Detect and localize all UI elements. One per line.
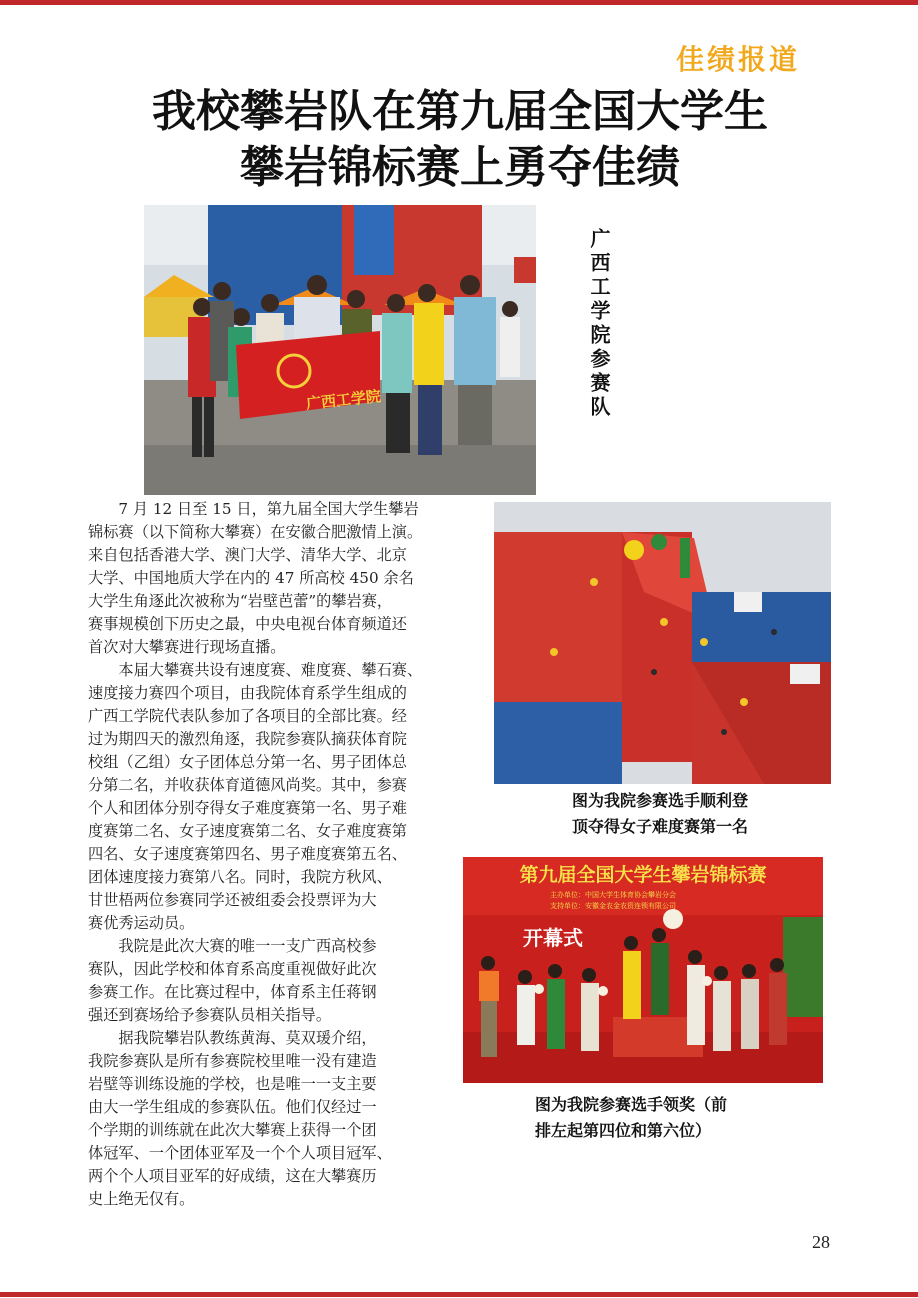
article-line: 甘世梧两位参赛同学还被组委会投票评为大	[88, 891, 377, 909]
title-line-1: 我校攀岩队在第九届全国大学生	[152, 86, 768, 137]
award-ceremony-caption	[535, 1092, 825, 1144]
article-line: 赛事规模创下历史之最，中央电视台体育频道还	[88, 615, 407, 633]
flag-text: 广西工学院	[305, 387, 382, 413]
award-ceremony-photo	[463, 857, 823, 1083]
backdrop-text: 开幕式	[523, 926, 583, 950]
page-number: 28	[812, 1232, 830, 1252]
article-line: 过为期四天的激烈角逐，我院参赛队摘获体育院	[88, 730, 407, 748]
climbing-wall-caption	[572, 788, 832, 840]
article-line: 史上绝无仅有。	[88, 1190, 195, 1208]
article-line: 广西工学院代表队参加了各项目的全部比赛。经	[88, 707, 407, 725]
award-ceremony-caption-line-1: 图为我院参赛选手领奖（前	[535, 1095, 728, 1114]
article-line: 个人和团体分别夺得女子难度赛第一名、男子难	[88, 799, 407, 817]
article-line: 个学期的训练就在此次大攀赛上获得一个团	[88, 1121, 377, 1139]
article-line: 团体速度接力赛第八名。同时，我院方秋风、	[88, 868, 392, 886]
team-photo	[144, 205, 536, 495]
climbing-wall-caption-line-1: 图为我院参赛选手顺利登	[572, 791, 749, 810]
article-line: 强还到赛场给予参赛队员相关指导。	[88, 1006, 331, 1024]
article-line: 大学、中国地质大学在内的 47 所高校 450 余名	[88, 569, 414, 587]
bottom-rule	[0, 1292, 918, 1297]
section-tag: 佳绩报道	[676, 43, 801, 76]
award-ceremony-caption-line-2: 排左起第四位和第六位）	[535, 1121, 712, 1140]
team-photo-caption: 广西工学院参赛队	[587, 228, 611, 420]
banner-line-1: 主办单位：中国大学生体育协会攀岩分会	[550, 891, 676, 899]
article-line: 首次对大攀赛进行现场直播。	[88, 638, 286, 656]
article-line: 两个个人项目亚军的好成绩，这在大攀赛历	[88, 1167, 377, 1185]
article-line: 据我院攀岩队教练黄海、莫双瑗介绍，	[88, 1029, 377, 1047]
title-line-2: 攀岩锦标赛上勇夺佳绩	[240, 142, 680, 193]
article-line: 由大一学生组成的参赛队伍。他们仅经过一	[88, 1098, 377, 1116]
page-title	[80, 84, 840, 196]
article-line: 分第二名，并收获体育道德风尚奖。其中，参赛	[88, 776, 407, 794]
article-body	[88, 498, 480, 1211]
climbing-wall-photo	[494, 502, 831, 784]
article-line: 本届大攀赛共设有速度赛、难度赛、攀石赛、	[88, 661, 423, 679]
article-line: 岩壁等训练设施的学校，也是唯一一支主要	[88, 1075, 377, 1093]
article-line: 校组（乙组）女子团体总分第一名、男子团体总	[88, 753, 407, 771]
article-line: 四名、女子速度赛第四名、男子难度赛第五名、	[88, 845, 407, 863]
article-line: 赛优秀运动员。	[88, 914, 195, 932]
climbing-wall-caption-line-2: 顶夺得女子难度赛第一名	[572, 817, 749, 836]
article-line: 我院是此次大赛的唯一一支广西高校参	[88, 937, 377, 955]
article-line: 来自包括香港大学、澳门大学、清华大学、北京	[88, 546, 407, 564]
article-line: 体冠军、一个团体亚军及一个个人项目冠军、	[88, 1144, 392, 1162]
article-line: 速度接力赛四个项目，由我院体育系学生组成的	[88, 684, 407, 702]
banner-line-2: 支持单位：安徽金农金农资连锁有限公司	[550, 902, 676, 910]
banner-title: 第九届全国大学生攀岩锦标赛	[519, 864, 767, 886]
article-line: 大学生角逐此次被称为“岩壁芭蕾”的攀岩赛，	[88, 592, 393, 610]
article-line: 7 月 12 日至 15 日，第九届全国大学生攀岩	[88, 500, 419, 518]
article-line: 参赛工作。在比赛过程中，体育系主任蒋钢	[88, 983, 377, 1001]
article-line: 我院参赛队是所有参赛院校里唯一没有建造	[88, 1052, 377, 1070]
top-rule	[0, 0, 918, 5]
article-line: 锦标赛（以下简称大攀赛）在安徽合肥激情上演。	[88, 523, 423, 541]
article-line: 度赛第二名、女子速度赛第二名、女子难度赛第	[88, 822, 407, 840]
article-line: 赛队，因此学校和体育系高度重视做好此次	[88, 960, 377, 978]
